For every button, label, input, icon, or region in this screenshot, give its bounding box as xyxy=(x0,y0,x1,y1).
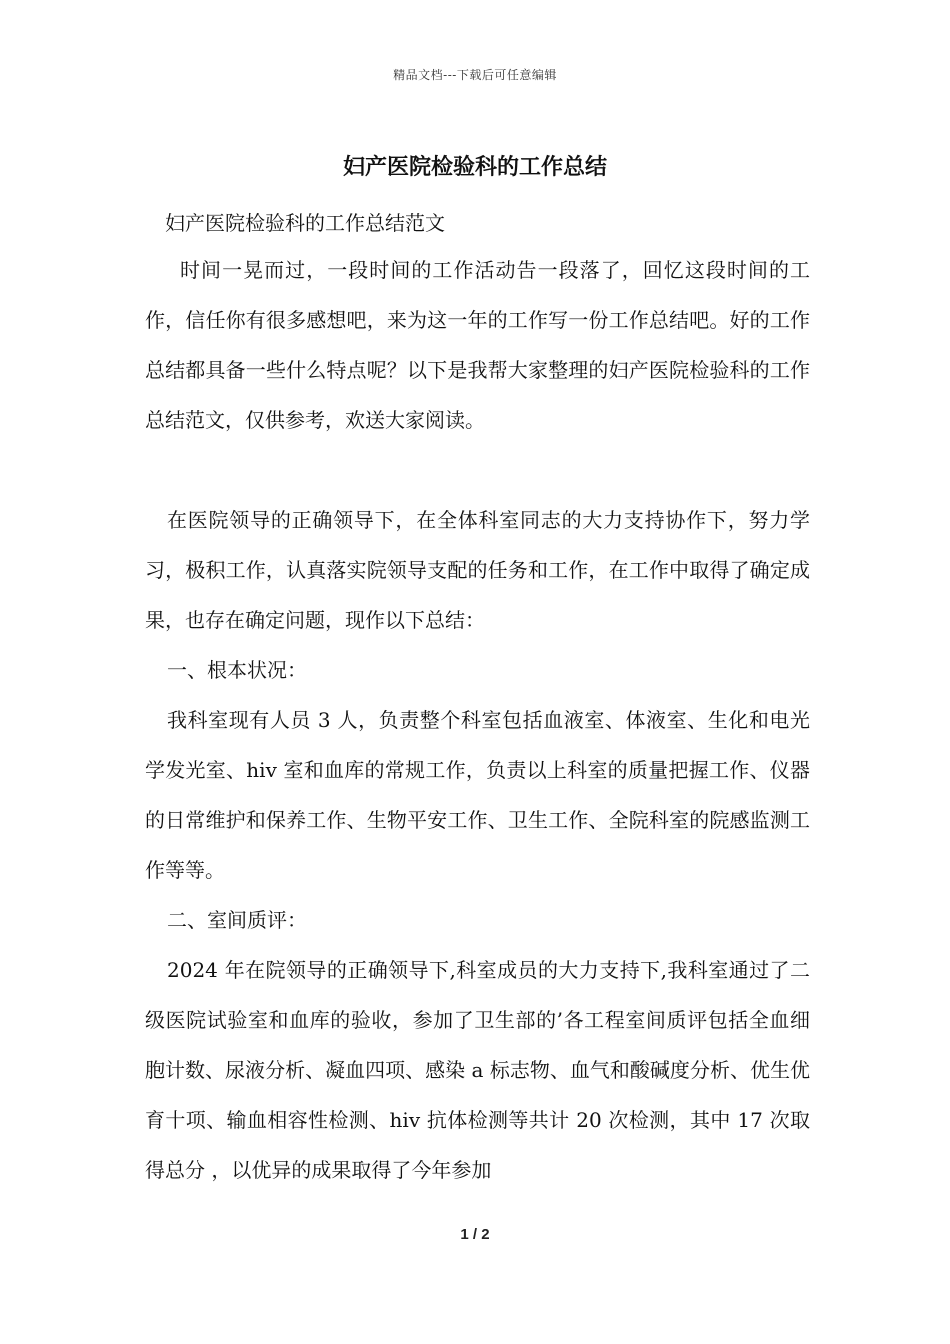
section-heading-2: 二、室间质评： xyxy=(167,908,307,932)
page-number: 1 / 2 xyxy=(460,1226,490,1243)
paragraph-1: 在医院领导的正确领导下，在全体科室同志的大力支持协作下，努力学习，极积工作，认真落实院领导支配的任务和工作，在工作中取得了确定成果，也存在确定问题，现作以下总结： xyxy=(145,508,810,632)
section-heading-1: 一、根本状况： xyxy=(167,658,307,682)
intro-section xyxy=(145,245,810,445)
intro-paragraph: 时间一晃而过，一段时间的工作活动告一段落了，回忆这段时间的工作，信任你有很多感想吧，来为这一年的工作写一份工作总结吧。好的工作总结都具备一些什么特点呢？以下是我帮大家整理的妇产医院检验科的工作总结范文，仅供参考，欢送大家阅读。 xyxy=(145,258,810,432)
document-subtitle: 妇产医院检验科的工作总结范文 xyxy=(165,211,445,235)
document-title: 妇产医院检验科的工作总结 xyxy=(342,154,607,180)
paragraph-2: 我科室现有人员 3 人，负责整个科室包括血液室、体液室、生化和电光学发光室、hiv 室和血库的常规工作，负责以上科室的质量把握工作、仪器的日常维护和保养工作、生物平安工作、卫生工作、全院科室的院感监测工作等等。 xyxy=(145,708,810,882)
header-note: 精品文档---下载后可任意编辑 xyxy=(393,68,557,82)
paragraph-3: 2024 年在院领导的正确领导下,科室成员的大力支持下,我科室通过了二级医院试验室和血库的验收，参加了卫生部的’各工程室间质评包括全血细胞计数、尿液分析、凝血四项、感染 a 标志物、血气和酸碱度分析、优生优育十项、输血相容性检测、hiv 抗体检测等共计 20 次检测，其中 17 次取得总分 ，以优异的成果取得了今年参加 xyxy=(145,958,810,1182)
body-section xyxy=(145,495,810,1195)
